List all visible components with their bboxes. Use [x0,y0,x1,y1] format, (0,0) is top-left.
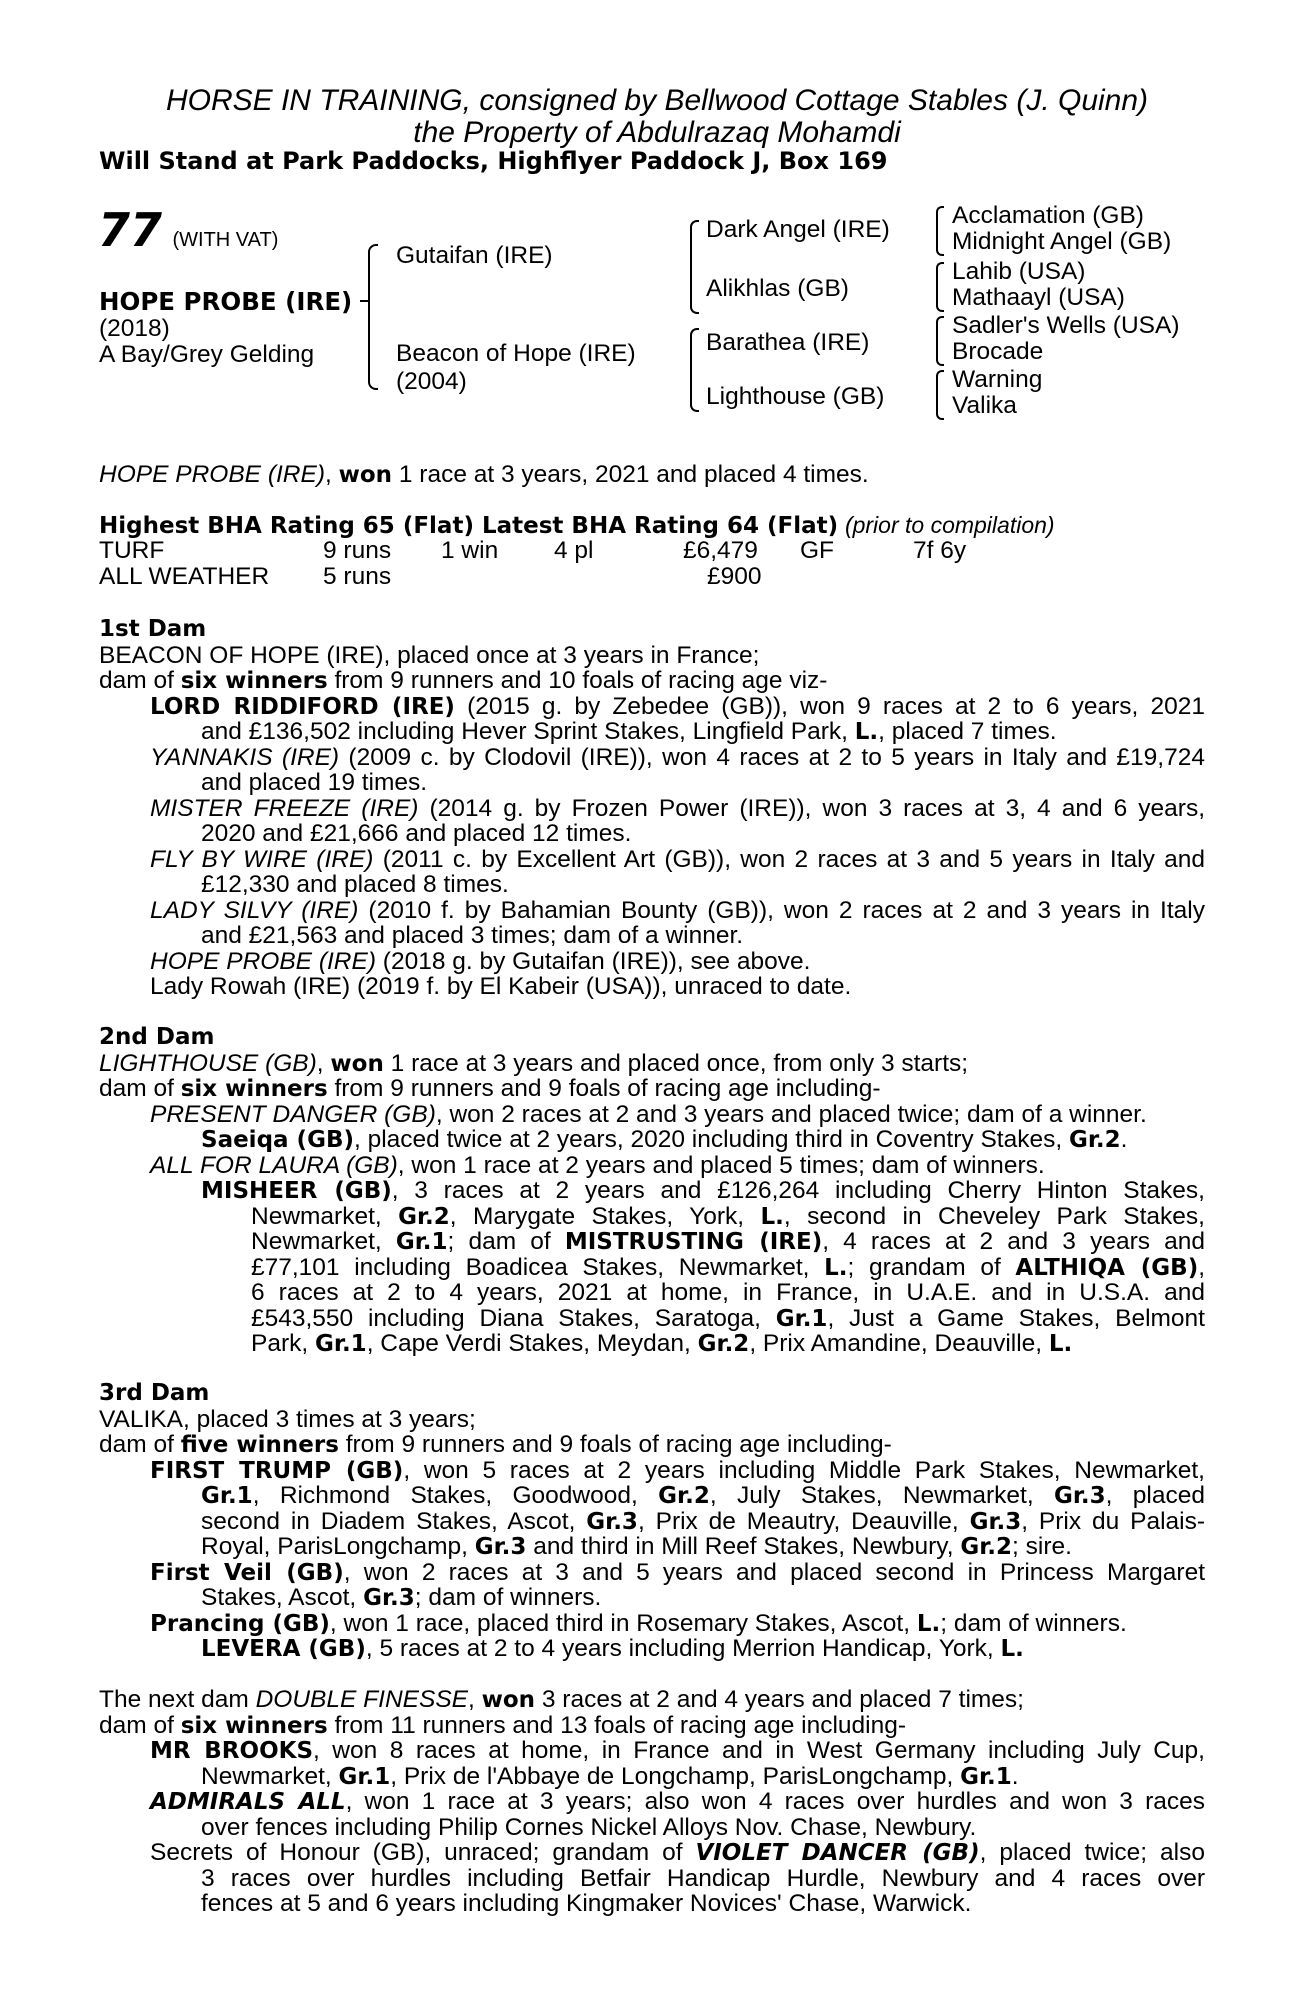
text-line [99,1153,1205,1179]
great-grandparent-2: Midnight Angel (GB) [952,228,1172,255]
text-line [99,1509,1205,1535]
dam-year: (2004) [396,368,467,395]
text-dam2-l2b: six winners [180,1076,328,1102]
text-dam3-f4a: Royal, ParisLongchamp, [201,1533,475,1560]
text-dam1-o2b: (2009 c. by Clodovil (IRE)), won 4 races at 2 to 5 years in Italy and £19,724 [339,743,1205,771]
text-line [99,1229,1205,1255]
text-dam3-l2b: five winners [180,1432,339,1458]
text-dam3-f2a: Gr.1 [201,1483,253,1509]
text-dam2-m2b: Gr.2 [398,1203,450,1230]
dam-brace-lower [690,372,699,412]
text-dam2-m6c: , Just a Game Stakes, Belmont [827,1304,1205,1332]
text-dam1-l2a: dam of [99,667,181,694]
lot-number-row [98,205,278,255]
text-dam2-s1c: Gr.2 [1068,1127,1121,1153]
text-dam3-v2a: Stakes, Ascot, [201,1584,364,1611]
text-dam2-m6b: Gr.1 [775,1305,828,1332]
great-grandparent-3: Lahib (USA) [952,258,1086,285]
text-dam2-m3e: , 4 races at 2 and 3 years and [822,1228,1205,1255]
text-line [99,1534,1205,1560]
text-next-dam-b2a: Newmarket, [201,1762,339,1790]
horse-name: HOPE PROBE (IRE) [99,287,353,316]
sire-brace-upper [690,220,699,268]
text-line [99,1432,1205,1458]
text-dam3-l2c: from 9 runners and 9 foals of racing age including- [338,1431,892,1458]
text-ratings-aw-earnings: £900 [707,563,762,590]
pedigree-brace-lower [368,308,378,390]
text-ratings-note: (prior to compilation) [844,512,1055,538]
horse-description: A Bay/Grey Gelding [99,341,315,368]
sire-dam: Alikhlas (GB) [706,275,849,302]
text-line [99,1789,1205,1815]
text-dam3-v1a: First Veil (GB) [150,1559,344,1586]
great-grandparent-7: Warning [952,366,1043,393]
text-dam2-m7a: Park, [251,1330,315,1357]
text-dam3-f3d: Gr.3 [969,1508,1022,1535]
text-ratings-turf-placed: 4 pl [554,537,594,564]
dam-dam: Lighthouse (GB) [706,383,885,410]
next-dam-section [99,1687,1205,1917]
text-line [99,719,1205,745]
text-dam3-f4c: and third in Mill Reef Stakes, Newbury, [526,1533,961,1560]
text-ratings-turf-earnings: £6,479 [683,537,758,564]
text-line [99,745,1205,771]
text-line [99,1306,1205,1332]
text-dam2-p2a: ALL FOR LAURA (GB) [150,1151,398,1179]
text-next-dam-l1b: DOUBLE FINESSE [255,1686,468,1713]
text-next-dam-h1c: , placed twice; also [979,1839,1205,1866]
text-dam3-v1b: , won 2 races at 3 and 5 years and placed second in Princess Margaret [343,1558,1205,1586]
text-dam1-o4b: (2011 c. by Excellent Art (GB)), won 2 races at 3 and 5 years in Italy and [373,845,1205,873]
text-ratings-turf-distance: 7f 6y [913,537,967,564]
text-next-dam-l2b: six winners [180,1712,328,1739]
text-dam2-p1b: , won 2 races at 2 and 3 years and placed twice; dam of a winner. [435,1100,1147,1128]
text-next-dam-b2e: . [1011,1762,1019,1790]
text-line [99,1585,1205,1611]
text-dam2-m4e: , [1198,1253,1206,1281]
text-dam2-s1b: , placed twice at 2 years, 2020 including third in Coventry Stakes, [354,1126,1069,1153]
text-dam2-m7c: , Cape Verdi Stakes, Meydan, [366,1330,698,1357]
text-summary-won: won [338,462,393,488]
text-dam3-f3e: , Prix du Palais- [1021,1507,1205,1535]
lot-number: 77 [98,203,163,257]
text-dam2-m7b: Gr.1 [315,1331,367,1357]
pedigree-brace-upper [368,244,378,310]
text-dam3-f2d: , July Stakes, Newmarket, [709,1482,1054,1509]
text-dam2-p1a: PRESENT DANGER (GB) [150,1100,436,1128]
text-dam2-m3c: ; dam of [447,1228,565,1255]
text-ratings-heading: Highest BHA Rating 65 (Flat) Latest BHA Rating 64 (Flat) [99,513,839,539]
text-line [99,1255,1205,1281]
text-next-dam-h3: fences at 5 and 6 years including Kingmaker Novices' Chase, Warwick. [201,1890,972,1917]
dam-brace-upper [690,328,699,374]
text-dam3-f1a: FIRST TRUMP (GB) [150,1457,404,1484]
text-dam2-l2a: dam of [99,1075,181,1102]
text-dam2-m2a: Newmarket, [251,1202,399,1230]
text-summary-rest: 1 race at 3 years, 2021 and placed 4 times. [392,461,869,488]
section-heading: 1st Dam [99,616,207,642]
text-ratings-turf-label: TURF [99,537,165,564]
dam: Beacon of Hope (IRE) [396,340,636,367]
text-line [99,694,1205,720]
text-dam2-l1c: won [330,1050,384,1077]
text-dam2-m3b: Gr.1 [395,1229,448,1255]
text-dam1-o4a: FLY BY WIRE (IRE) [150,845,374,873]
text-dam1-o5b: (2010 f. by Bahamian Bounty (GB)), won 2 races at 2 and 3 years in Italy [358,896,1205,924]
text-line [99,1611,1205,1637]
text-line [99,1840,1205,1866]
text-line [99,847,1205,873]
text-line [99,668,1205,694]
text-dam3-f2e: Gr.3 [1053,1483,1106,1509]
text-dam1-o5c: and £21,563 and placed 3 times; dam of a winner. [201,922,744,949]
section-heading: 2nd Dam [99,1024,215,1050]
text-next-dam-b1a: MR BROOKS [150,1738,314,1764]
text-line [99,1076,1205,1102]
text-dam1-o6b: (2018 g. by Gutaifan (IRE)), see above. [375,947,811,975]
text-dam2-m2e: , second in Cheveley Park Stakes, [783,1202,1205,1230]
sire-brace-lower [690,266,699,314]
race-summary: HOPE PROBE (IRE), won 1 race at 3 years, 2021 and placed 4 times. [99,461,869,488]
text-line [99,1764,1205,1790]
text-line [99,1458,1205,1484]
text-next-dam-b2b: Gr.1 [338,1763,391,1790]
text-next-dam-a1b: , won 1 race at 3 years; also won 4 races over hurdles and won 3 races [345,1788,1205,1815]
text-next-dam-h1a: Secrets of Honour (GB), unraced; grandam of [150,1839,696,1866]
text-dam2-m7d: Gr.2 [697,1331,750,1357]
text-next-dam-l2c: from 11 runners and 13 foals of racing age including- [327,1711,907,1739]
text-dam2-m7e: , Prix Amandine, Deauville, [749,1330,1049,1357]
text-next-dam-h1b: VIOLET DANCER (GB) [695,1840,980,1866]
bha-ratings [99,513,1055,540]
great-grandparent-4: Mathaayl (USA) [952,284,1125,311]
g-brace-1 [936,206,944,256]
text-line [99,796,1205,822]
text-dam1-o3c: 2020 and £21,666 and placed 12 times. [201,820,632,847]
text-next-dam-b2d: Gr.1 [960,1763,1012,1790]
text-dam2-l1d: 1 race at 3 years and placed once, from only 3 starts; [383,1049,969,1077]
text-ratings-aw-runs: 5 runs [323,563,392,590]
text-dam1-o1d: L. [854,719,879,745]
text-dam2-l2c: from 9 runners and 9 foals of racing age including- [327,1075,881,1102]
stand-location: Will Stand at Park Paddocks, Highflyer Paddock J, Box 169 [99,147,888,175]
text-next-dam-h2: 3 races over hurdles including Betfair Handicap Hurdle, Newbury and 4 races over [201,1864,1205,1892]
great-grandparent-8: Valika [952,392,1017,419]
text-dam3-f2f: , placed [1105,1482,1205,1509]
text-dam2-m4a: £77,101 including Boadicea Stakes, Newmarket, [251,1253,825,1281]
property-line: the Property of Abdulrazaq Mohamdi [413,116,901,149]
text-line [99,949,1205,975]
second-dam-section [99,1025,1205,1357]
text-dam3-f2c: Gr.2 [658,1483,710,1509]
text-dam2-s1a: Saeiqa (GB) [201,1127,354,1153]
text-line [99,1636,1205,1662]
text-next-dam-l1d: won [481,1687,536,1713]
text-next-dam-b1b: , won 8 races at home, in France and in West Germany including July Cup, [313,1737,1205,1764]
text-line [99,1713,1205,1739]
text-next-dam-l1e: 3 races at 2 and 4 years and placed 7 times; [535,1686,1024,1713]
g-brace-3 [936,316,944,366]
text-dam2-m7f: L. [1048,1331,1073,1357]
text-dam2-m2d: L. [760,1203,784,1230]
great-grandparent-1: Acclamation (GB) [952,202,1144,229]
sire: Gutaifan (IRE) [396,242,553,269]
text-dam2-s1d: . [1120,1126,1128,1153]
text-dam1-o7: Lady Rowah (IRE) (2019 f. by El Kabeir (USA)), unraced to date. [150,973,852,1000]
text-ratings-turf-runs: 9 runs [323,537,392,564]
text-line [99,1204,1205,1230]
text-dam2-m4d: ALTHIQA (GB) [1015,1254,1199,1281]
text-dam3-f3a: second in Diadem Stakes, Ascot, [201,1507,587,1535]
text-line [99,1102,1205,1128]
text-dam2-l1b: , [316,1049,331,1077]
text-ratings-turf-wins: 1 win [441,537,499,564]
great-grandparent-5: Sadler's Wells (USA) [952,312,1180,339]
text-dam3-f4e: ; sire. [1012,1533,1072,1560]
text-line [99,1738,1205,1764]
section-heading: 3rd Dam [99,1380,210,1406]
text-dam1-l1: BEACON OF HOPE (IRE), placed once at 3 years in France; [99,641,760,669]
text-dam2-m1a: MISHEER (GB) [201,1178,392,1204]
sire-sire: Dark Angel (IRE) [706,216,890,243]
text-next-dam-l2a: dam of [99,1711,181,1739]
text-dam3-f3c: , Prix de Meautry, Deauville, [637,1507,970,1535]
text-dam3-e1c: L. [1000,1636,1024,1662]
text-dam2-m4c: ; grandam of [847,1253,1016,1281]
text-line [99,1483,1205,1509]
text-dam3-l2a: dam of [99,1431,181,1458]
text-dam2-m4b: L. [824,1254,848,1281]
foaling-year: (2018) [99,315,170,342]
text-dam3-e1b: , 5 races at 2 to 4 years including Merrion Handicap, York, [365,1635,1001,1662]
text-ratings-turf-going: GF [800,537,835,564]
text-line [99,1331,1205,1357]
text-next-dam-l1a: The next dam [99,1686,256,1713]
text-dam3-f4b: Gr.3 [474,1534,527,1560]
text-dam3-f4d: Gr.2 [960,1534,1013,1560]
text-line [99,1687,1205,1713]
text-dam1-o3a: MISTER FREEZE (IRE) [150,794,419,822]
text-dam2-m1b: , 3 races at 2 years and £126,264 including Cherry Hinton Stakes, [391,1177,1205,1204]
g-brace-2 [936,262,944,312]
text-dam3-f3b: Gr.3 [586,1508,638,1535]
text-dam3-v2c: ; dam of winners. [414,1584,602,1611]
text-dam2-m6a: £543,550 including Diana Stakes, Saratoga, [251,1304,776,1332]
text-dam2-m3a: Newmarket, [251,1228,396,1255]
text-dam2-m3d: MISTRUSTING (IRE) [564,1229,823,1255]
text-dam3-v2b: Gr.3 [363,1585,415,1611]
text-line [99,1127,1205,1153]
text-line [99,1560,1205,1586]
text-dam1-o1c: and £136,502 including Hever Sprint Stakes, Lingfield Park, [201,718,855,745]
text-next-dam-a2: over fences including Philip Cornes Nickel Alloys Nov. Chase, Newbury. [201,1813,977,1841]
vat-note: (WITH VAT) [172,229,279,251]
text-dam1-o6a: HOPE PROBE (IRE) [150,947,376,975]
text-dam3-l1: VALIKA, placed 3 times at 3 years; [99,1405,476,1433]
text-dam3-r1c: L. [916,1610,941,1637]
text-dam1-o5a: LADY SILVY (IRE) [150,896,359,924]
text-dam1-o2a: YANNAKIS (IRE) [150,743,340,771]
text-next-dam-a1a: ADMIRALS ALL [150,1789,346,1815]
text-dam3-r1d: ; dam of winners. [940,1609,1127,1637]
text-dam1-l2b: six winners [180,668,328,694]
text-dam1-l2c: from 9 runners and 10 foals of racing age viz- [327,667,828,694]
text-dam1-o1b: (2015 g. by Zebedee (GB)), won 9 races at 2 to 6 years, 2021 [454,692,1205,720]
text-dam2-m2c: , Marygate Stakes, York, [449,1202,761,1230]
g-brace-4 [936,370,944,420]
text-dam1-o1e: , placed 7 times. [878,718,1057,745]
text-dam1-o3b: (2014 g. by Frozen Power (IRE)), won 3 races at 3, 4 and 6 years, [418,794,1205,822]
text-dam1-o1a: LORD RIDDIFORD (IRE) [150,693,455,720]
third-dam-section [99,1381,1205,1662]
first-dam-section [99,617,1205,1000]
text-dam3-e1a: LEVERA (GB) [201,1636,366,1662]
text-dam3-r1a: Prancing (GB) [150,1610,330,1637]
text-dam1-o4c: £12,330 and placed 8 times. [201,871,509,898]
text-next-dam-l1c: , [468,1686,482,1713]
text-summary-name: HOPE PROBE (IRE) [99,461,325,488]
text-dam2-l1a: LIGHTHOUSE (GB) [99,1049,317,1077]
pedigree-brace-point [360,300,368,303]
text-dam3-r1b: , won 1 race, placed third in Rosemary Stakes, Ascot, [329,1609,917,1637]
consignor-line: HORSE IN TRAINING, consigned by Bellwood Cottage Stables (J. Quinn) [165,84,1149,117]
text-line [99,1178,1205,1204]
text-dam3-f1b: , won 5 races at 2 years including Middle Park Stakes, Newmarket, [403,1456,1205,1484]
dam-sire: Barathea (IRE) [706,329,870,356]
text-line [99,1051,1205,1077]
great-grandparent-6: Brocade [952,338,1044,365]
text-dam3-f2b: , Richmond Stakes, Goodwood, [252,1482,659,1509]
text-ratings-aw-label: ALL WEATHER [99,563,270,590]
text-dam2-p2b: , won 1 race at 2 years and placed 5 times; dam of winners. [397,1151,1045,1179]
text-dam1-o2c: and placed 19 times. [201,769,428,796]
text-dam2-m5: 6 races at 2 to 4 years, 2021 at home, in France, in U.A.E. and in U.S.A. and [251,1279,1205,1306]
text-next-dam-b2c: , Prix de l'Abbaye de Longchamp, ParisLongchamp, [390,1762,961,1790]
text-line [99,898,1205,924]
